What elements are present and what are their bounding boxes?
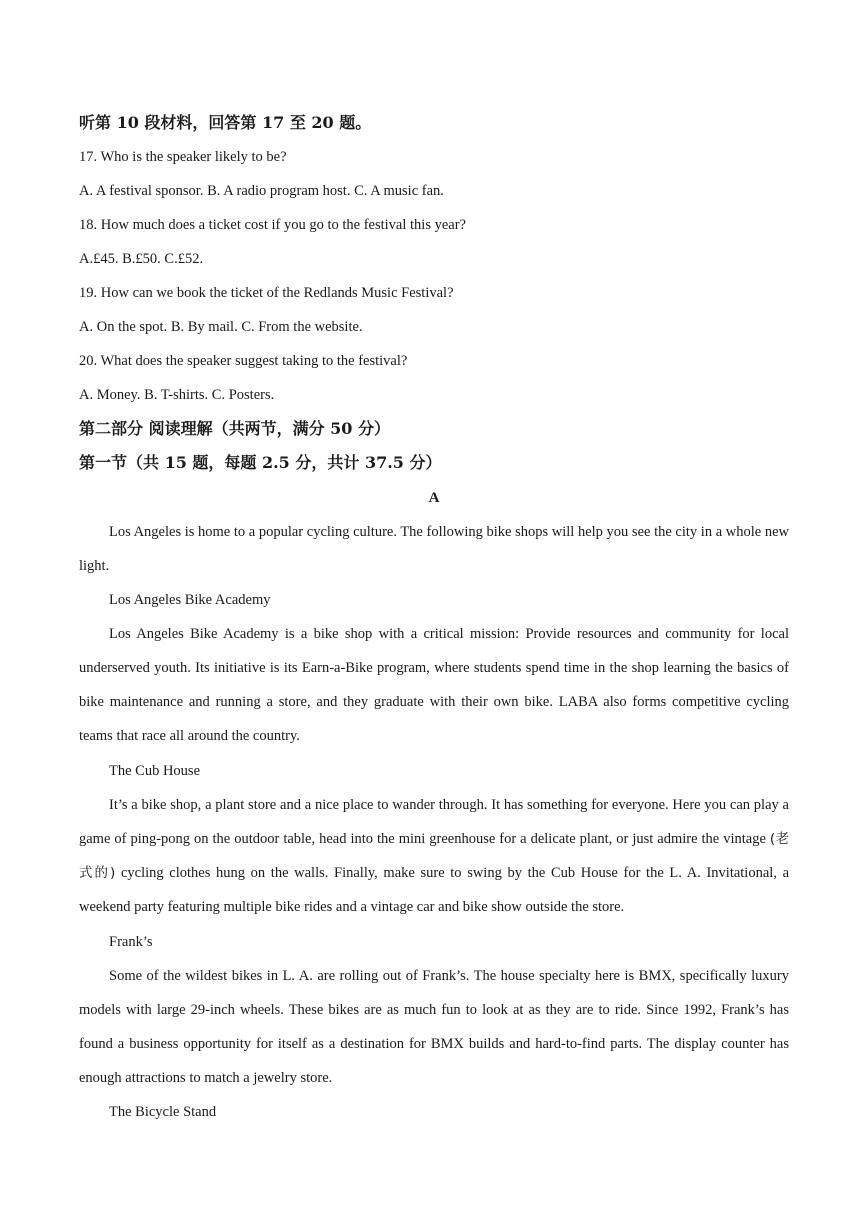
options-20: A. Money. B. T-shirts. C. Posters. (79, 387, 275, 403)
shop-name-laba: Los Angeles Bike Academy (109, 592, 271, 608)
shop-name-bicycle-stand: The Bicycle Stand (109, 1104, 217, 1120)
section-one-heading: 第一节（共 15 题，每题 2.5 分，共计 37.5 分） (79, 453, 442, 472)
options-18: A.£45. B.£50. C.£52. (79, 251, 204, 267)
passage-label: A (428, 490, 440, 506)
part-two-heading: 第二部分 阅读理解（共两节，满分 50 分） (79, 419, 390, 438)
section-heading: 听第 10 段材料，回答第 17 至 20 题。 (79, 113, 372, 132)
intro-paragraph: Los Angeles is home to a popular cycling culture. The following bike shops will help you see the city in a whole new light. (79, 524, 789, 574)
question-18: 18. How much does a ticket cost if you go to the festival this year? (79, 217, 466, 233)
options-17: A. A festival sponsor. B. A radio program host. C. A music fan. (79, 183, 444, 199)
shop-name-cub-house: The Cub House (109, 763, 201, 779)
shop-text-franks: Some of the wildest bikes in L. A. are rolling out of Frank’s. The house specialty here is BMX, specifically luxury models with large 29-inch wheels. These bikes are as much fun to look at as they are to ride. Since 1992, Frank’s has found a business opportunity for itself as a destination for BMX builds and hard-to-find parts. The display counter has enough attractions to match a jewelry store. (79, 968, 789, 1086)
question-19: 19. How can we book the ticket of the Redlands Music Festival? (79, 285, 454, 301)
question-17: 17. Who is the speaker likely to be? (79, 149, 287, 165)
vintage-gloss: (老式的) (79, 831, 789, 881)
cub-house-text-before: It’s a bike shop, a plant store and a nice place to wander through. It has something for everyone. Here you can play a game of ping-pong on the outdoor table, head into the mini greenhouse for a delicate plant, or just admire the vintage (79, 797, 789, 847)
shop-text-laba: Los Angeles Bike Academy is a bike shop with a critical mission: Provide resources and community for local underserved youth. Its initiative is its Earn-a-Bike program, where students spend time in the shop learning the basics of bike maintenance and running a store, and they graduate with their own bike. LABA also forms competitive cycling teams that race all around the country. (79, 626, 789, 744)
shop-text-cub-house (79, 788, 789, 924)
options-19: A. On the spot. B. By mail. C. From the website. (79, 319, 363, 335)
cub-house-text-after: cycling clothes hung on the walls. Finally, make sure to swing by the Cub House for the L. A. Invitational, a weekend party featuring multiple bike rides and a vintage car and bike show outside the store. (79, 865, 790, 915)
question-20: 20. What does the speaker suggest taking to the festival? (79, 353, 408, 369)
shop-name-franks: Frank’s (109, 934, 153, 950)
